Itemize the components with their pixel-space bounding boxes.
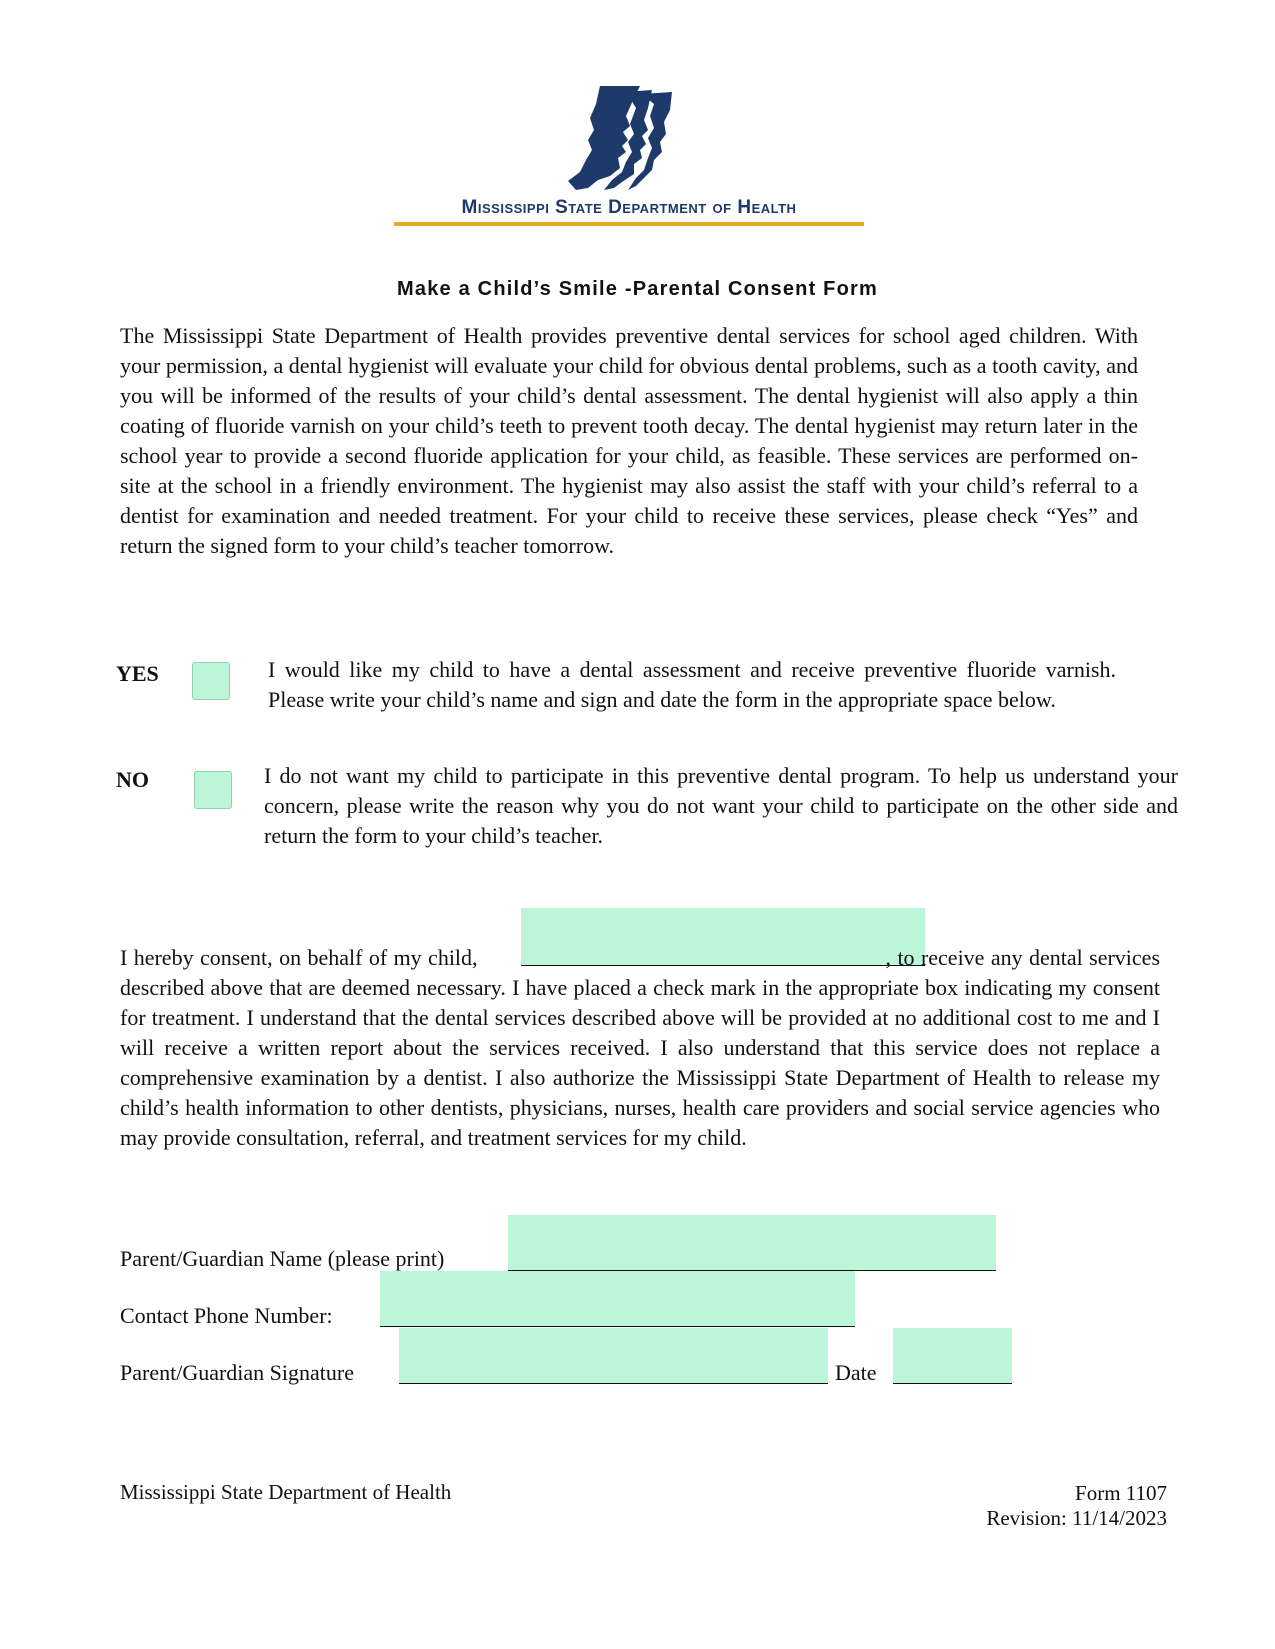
no-checkbox[interactable]: [194, 771, 232, 809]
no-option-text: I do not want my child to participate in this preventive dental program. To help us understand your concern, please write the reason why you do not want your child to participate on the other side and return the form to your child’s teacher.: [264, 763, 1178, 848]
consent-paragraph: [120, 943, 1160, 1153]
phone-field[interactable]: [380, 1271, 855, 1327]
yes-label: YES: [116, 661, 159, 686]
logo-underline: [394, 222, 864, 226]
consent-rest-text: , to receive any dental services described above that are deemed necessary. I have placed a check mark in the appropriate box indicating my consent for treatment. I understand that the dental services described above will be provided at no additional cost to me and I will receive a written report about the services received. I also understand that this service does not replace a comprehensive examination by a dentist. I also authorize the Mississippi State Department of Health to release my child’s health information to other dentists, physicians, nurses, health care providers and social service agencies who may provide consultation, referral, and treatment services for my child.: [120, 945, 1161, 1150]
signature-label: Parent/Guardian Signature: [120, 1360, 354, 1385]
phone-underline: [380, 1326, 855, 1327]
yes-checkbox[interactable]: [192, 662, 230, 700]
form-title: Make a Child’s Smile -Parental Consent Form: [397, 278, 878, 300]
consent-lead-text: I hereby consent, on behalf of my child,: [120, 945, 478, 970]
parent-name-field[interactable]: [508, 1215, 996, 1271]
signature-underline: [399, 1383, 828, 1384]
date-field[interactable]: [893, 1328, 1012, 1384]
footer-form-number: Form 1107: [1075, 1481, 1167, 1505]
yes-option-text: I would like my child to have a dental assessment and receive preventive fluoride varnish. Please write your child’s name and sign and date the form in the appropriate space below.: [268, 657, 1116, 712]
phone-label: Contact Phone Number:: [120, 1303, 333, 1328]
no-label: NO: [116, 767, 149, 792]
footer-revision: Revision: 11/14/2023: [986, 1506, 1167, 1530]
parent-name-label: Parent/Guardian Name (please print): [120, 1246, 445, 1271]
footer-org: Mississippi State Department of Health: [120, 1480, 452, 1504]
logo-org-name: Mississippi State Department of Health: [461, 197, 797, 218]
signature-field[interactable]: [399, 1328, 828, 1384]
date-underline: [893, 1383, 1012, 1384]
date-label: Date: [835, 1360, 877, 1385]
footer-form-info: [986, 1481, 1167, 1531]
intro-paragraph: The Mississippi State Department of Health provides preventive dental services for school aged children. With your permission, a dental hygienist will evaluate your child for obvious dental problems, such as a tooth cavity, and you will be informed of the results of your child’s dental assessment. The dental hygienist will also apply a thin coating of fluoride varnish on your child’s teeth to prevent tooth decay. The dental hygienist may return later in the school year to provide a second fluoride application for your child, as feasible. These services are performed on-site at the school in a friendly environment. The hygienist may also assist the staff with your child’s referral to a dentist for examination and needed treatment. For your child to receive these services, please check “Yes” and return the signed form to your child’s teacher tomorrow.: [120, 323, 1138, 558]
